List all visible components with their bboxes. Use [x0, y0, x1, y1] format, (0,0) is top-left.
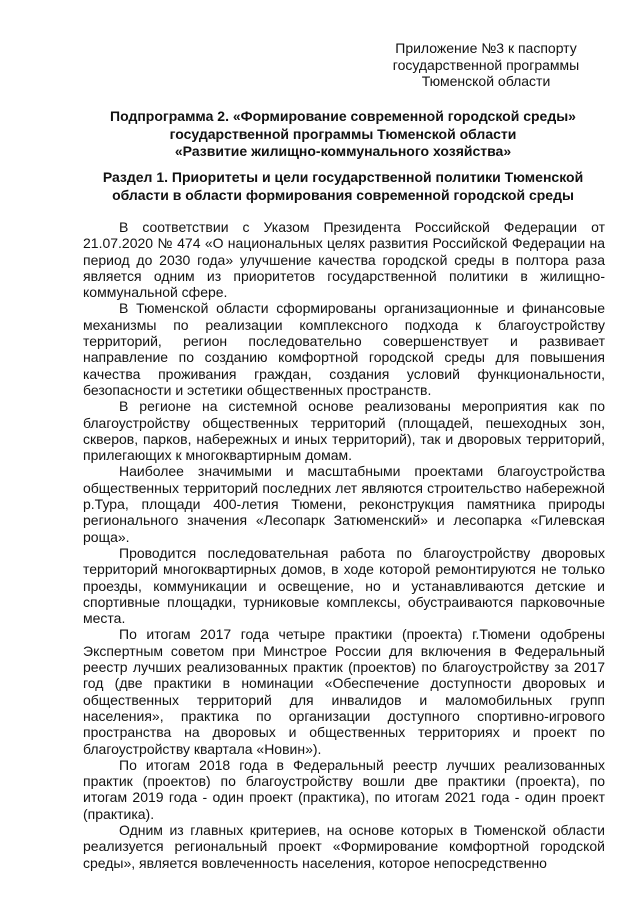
subprogram-line-2: государственной программы Тюменской области	[169, 125, 517, 142]
section-line-2: области в области формирования современной городской среды	[112, 187, 574, 203]
body-text	[83, 219, 605, 871]
subprogram-line-1: Подпрограмма 2. «Формирование современной городской среды»	[110, 108, 576, 124]
annex-line-3: Тюменской области	[421, 73, 551, 89]
paragraph-1: В соответствии с Указом Президента Российской Федерации от 21.07.2020 № 474 «О национальных целях развития Российской Федерации на период до 2030 года» улучшение качества городской среды в полтора раза является одним из приоритетов государственной политики в жилищно-коммунальной сфере.	[83, 219, 605, 301]
section-heading	[80, 168, 606, 204]
annex-line-2: государственной программы	[392, 56, 580, 73]
paragraph-6: По итогам 2017 года четыре практики (проекта) г.Тюмени одобрены Экспертным советом при Минстрое России для включения в Федеральный реестр лучших реализованных практик (проектов) по благоустройству за 2017 год (две практики в номинации «Обеспечение доступности дворовых и общественных территорий для инвалидов и маломобильных групп населения», практика по организации доступного спортивно-игрового пространства на дворовых и общественных территориях и проект по благоустройству квартала «Новин»).	[83, 626, 605, 757]
annex-line-1: Приложение №3 к паспорту	[395, 40, 577, 56]
paragraph-7: По итогам 2018 года в Федеральный реестр лучших реализованных практик (проектов) по благоустройству вошли две практики (проекта), по итогам 2019 года - один проект (практика), по итогам 2021 года - один проект (практика).	[83, 756, 605, 822]
paragraph-4: Наиболее значимыми и масштабными проектами благоустройства общественных территорий последних лет являются строительство набережной р.Тура, площади 400-летия Тюмени, реконструкция памятника природы регионального значения «Лесопарк Затюменский» и лесопарка «Гилевская роща».	[83, 463, 605, 545]
paragraph-8: Одним из главных критериев, на основе которых в Тюменской области реализуется региональный проект «Формирование комфортной городской среды», является вовлеченность населения, которое непосредственно	[83, 821, 605, 871]
subprogram-title	[80, 108, 606, 161]
paragraph-3: В регионе на системной основе реализованы мероприятия как по благоустройству общественных территорий (площадей, пешеходных зон, скверов, парков, набережных и иных территорий), так и дворовых территорий, прилегающих к многоквартирным домам.	[83, 398, 605, 464]
paragraph-2: В Тюменской области сформированы организационные и финансовые механизмы по реализации комплексного подхода к благоустройству территорий, регион последовательно совершенствует и развивает направление по созданию комфортной городской среды для повышения качества проживания граждан, создания условий функциональности, безопасности и эстетики общественных пространств.	[83, 300, 605, 398]
annex-header	[386, 40, 586, 90]
paragraph-5: Проводится последовательная работа по благоустройству дворовых территорий многоквартирных домов, в ходе которой ремонтируются не только проезды, коммуникации и освещение, но и устанавливаются детские и спортивные площадки, турниковые комплексы, обустраиваются парковочные места.	[83, 544, 605, 627]
section-line-1: Раздел 1. Приоритеты и цели государственной политики Тюменской	[102, 169, 584, 185]
subprogram-line-3: «Развитие жилищно-коммунального хозяйства»	[174, 143, 512, 159]
